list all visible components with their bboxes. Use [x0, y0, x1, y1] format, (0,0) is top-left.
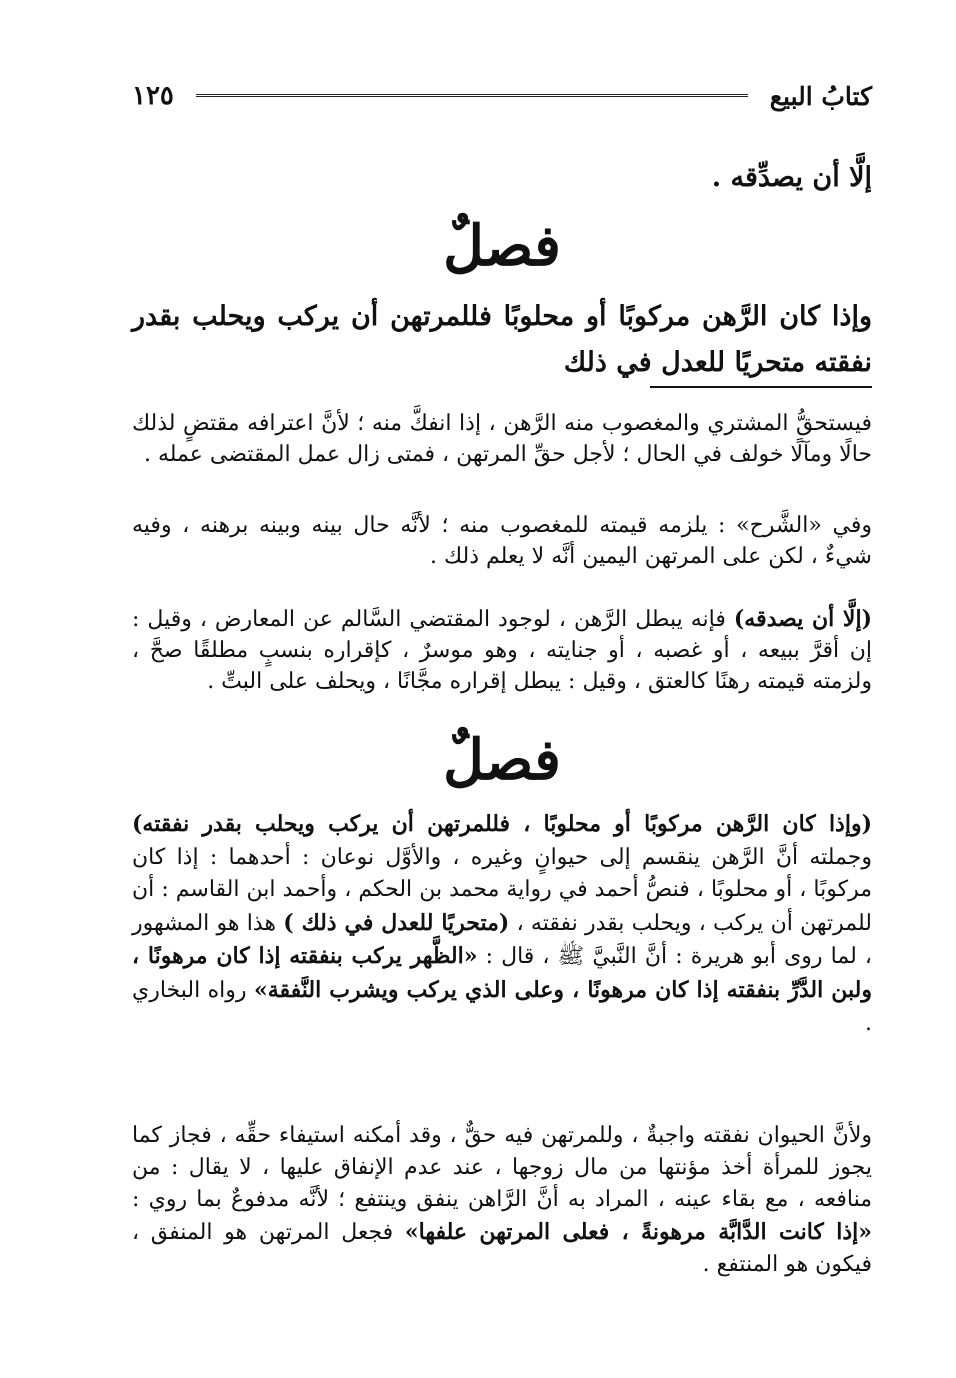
paragraph-1-text: فيستحقُّ المشتري والمغصوب منه الرَّهن ، إذا انفكَّ منه ؛ لأنَّ اعترافه مقتضٍ لذلك حالًا ومآلًا خولف في الحال ؛ لأجل حقِّ المرتهن ، فمتى زال عمل المقتضى عمله . [132, 411, 872, 467]
section-heading-2: فصلٌ [443, 727, 561, 793]
header-rule [196, 94, 748, 99]
page-number: ١٢٥ [132, 81, 174, 111]
running-title: كتابُ البيع [769, 81, 872, 111]
commentary-text: فإنه يبطل الرَّهن ، لوجود المقتضي السَّالم عن المعارض ، وقيل : إن أقرَّ ببيعه ، أو غصبه ، أو جنايته ، وهو موسرٌ ، كإقراره بنسبٍ مطلقًا صحَّ ، ولزمته قيمته رهنًا كالعتق ، وقيل : يبطل إقراره مجَّانًا ، ويحلف على البتِّ . [132, 607, 872, 694]
page-header [132, 76, 872, 116]
commentary-text: رواه البخاري . [132, 977, 872, 1036]
quoted-matn: (متحريًا للعدل في ذلك ) [283, 909, 510, 936]
paragraph-3 [132, 604, 872, 697]
matn-text [132, 294, 872, 386]
hadith-text: «إذا كانت الدَّابَّة مرهونةً ، فعلى المرتهن علفها» [404, 1219, 873, 1245]
paragraph-2-text: وفي «الشَّرح» : يلزمه قيمته للمغصوب منه ؛ لأنَّه حال بينه وبينه برهنه ، وفيه شيءٌ ، لكن على المرتهن اليمين أنَّه لا يعلم ذلك . [132, 513, 872, 569]
lead-line: إلَّا أن يصدِّقه . [711, 162, 872, 193]
paragraph-4 [132, 808, 872, 1040]
paragraph-3-text [132, 604, 872, 697]
paragraph-4-text [132, 808, 872, 1040]
matn-line: وإذا كان الرَّهن مركوبًا أو محلوبًا فللمرتهن أن يركب ويحلب بقدر نفقته متحريًا للعدل في ذلك [132, 301, 872, 378]
quoted-matn: (وإذا كان الرَّهن مركوبًا أو محلوبًا ، فللمرتهن أن يركب ويحلب بقدر نفقته) [132, 811, 872, 837]
hadith-text: «الظَّهر يركب بنفقته إذا كان مرهونًا ، ولبن الدَّرِّ بنفقته إذا كان مرهونًا ، وعلى الذي يركب ويشرب النَّفقة» [132, 943, 872, 1003]
commentary-text: وجملته أنَّ الرَّهن ينقسم إلى حيوانٍ وغيره ، والأوَّل نوعان : أحدهما : إذا كان مركوبًا ، أو محلوبًا ، فنصُّ أحمد في رواية محمد بن الحكم ، وأحمد ابن القاسم : أن للمرتهن أن يركب ، ويحلب بقدر نفقته ، [132, 844, 872, 936]
section-heading-1: فصلٌ [443, 213, 561, 279]
commentary-text: هذا هو المشهور ، لما روى أبو هريرة : أنَّ النَّبيَّ ﷺ ، قال : [132, 910, 872, 970]
commentary-text: فجعل المرتهن هو المنفق ، فيكون هو المنتفع . [132, 1220, 872, 1277]
paragraph-2 [132, 510, 872, 572]
paragraph-1 [132, 408, 872, 470]
commentary-text: ولأنَّ الحيوان نفقته واجبةٌ ، وللمرتهن فيه حقٌّ ، وقد أمكنه استيفاء حقِّه ، فجاز كما يجوز للمرأة أخذ مؤنتها من مال زوجها ، عند عدم الإنفاق عليها ، لا يقال : من منافعه ، مع بقاء عينه ، المراد به أنَّ الرَّاهن ينفق وينتفع ؛ لأنَّه مدفوعٌ بما روي : [132, 1123, 872, 1212]
paragraph-5-text [132, 1120, 872, 1281]
paragraph-5 [132, 1120, 872, 1281]
matn-underline [650, 386, 872, 388]
quoted-matn: (إلَّا أن يصدقه) [733, 606, 872, 632]
